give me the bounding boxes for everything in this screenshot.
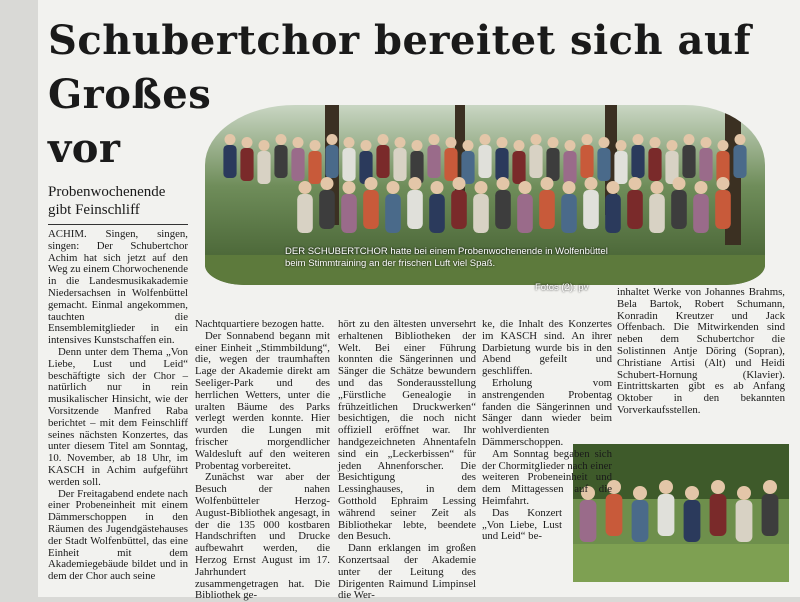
person-figure <box>291 148 304 181</box>
person-figure <box>539 190 555 229</box>
text-column-4 <box>482 319 612 543</box>
person-head <box>475 181 488 194</box>
person-head <box>242 137 253 148</box>
person-head <box>365 177 378 190</box>
person-head <box>548 137 559 148</box>
person-head <box>563 181 576 194</box>
person-head <box>480 134 491 145</box>
person-figure <box>495 190 511 229</box>
person-head <box>585 177 598 190</box>
person-head <box>650 137 661 148</box>
person-figure <box>407 190 423 229</box>
person-figure <box>736 500 753 542</box>
text-column-1 <box>48 229 188 583</box>
paragraph: hört zu den ältesten unversehrt erhaltenen Bibliotheken der Welt. Bei einer Führung konnten die Sängerinnen und Sänger die Schätze bewundern und das Sonderausstellung „Fürstliche Genealogie in frühzeitlichen Druckwerken“ besichtigen, die noch nicht offiziell eröffnet war. Ihr handgezeichneten Ahnentafeln sind ein „Leckerbissen“ für jeden Ahnenforscher. Die Besichtigung des Lessinghauses, in dem Gotthold Ephraim Lessing während seiner Zeit als Bibliothekar lebte, beendete den Besuch. <box>338 318 476 543</box>
person-head <box>395 137 406 148</box>
person-head <box>343 181 356 194</box>
person-figure <box>671 190 687 229</box>
person-figure <box>580 145 593 178</box>
person-head <box>695 181 708 194</box>
person-head <box>431 181 444 194</box>
person-head <box>633 486 647 500</box>
person-figure <box>682 145 695 178</box>
headline-line-2: Großes <box>48 71 212 118</box>
person-figure <box>627 190 643 229</box>
person-figure <box>308 151 321 184</box>
person-figure <box>376 145 389 178</box>
person-figure <box>451 190 467 229</box>
person-head <box>321 177 334 190</box>
person-figure <box>649 194 665 233</box>
person-figure <box>341 194 357 233</box>
paragraph: Das Konzert „Von Liebe, Lust und Leid“ be- <box>482 506 562 543</box>
paragraph: Dann erklangen im großen Konzertsaal der Akademie unter der Leitung des Dirigenten Raimund Limpinsel die Wer- <box>338 542 476 602</box>
person-figure <box>342 148 355 181</box>
paragraph: Am Sonntag begaben sich der Chormitglieder nach einer weiteren Probeneinheit und dem Mittagessen auf die Heimfahrt. <box>482 447 612 507</box>
person-head <box>531 134 542 145</box>
person-head <box>565 140 576 151</box>
person-head <box>429 134 440 145</box>
paragraph: ACHIM. Singen, singen, singen: Der Schubertchor Achim hat sich jetzt auf den Weg zu einem Chorwochenende in die Landesmusikakademie Niedersachsen in Wolfenbüttel gemacht. Einmal angekommen, tauchten die Ensemblemitglieder in ein intensives Kunstschaffen ein. <box>48 228 188 347</box>
person-head <box>711 480 725 494</box>
person-figure <box>546 148 559 181</box>
person-head <box>659 480 673 494</box>
person-figure <box>427 145 440 178</box>
paragraph: Zunächst war aber der Besuch der nahen Wolfenbütteler Herzog-August-Bibliothek angesagt, in der die 135 000 kostbaren Handschriften und Drucke aufbewahrt werden, die Herzog Ernst August im 17. Jahrhundert zusammengetragen hat. Die Bibliothek ge- <box>195 471 330 602</box>
subhead-rule <box>48 224 188 225</box>
text-column-3 <box>338 319 476 602</box>
person-head <box>225 134 236 145</box>
person-head <box>673 177 686 190</box>
person-head <box>685 486 699 500</box>
person-figure <box>733 145 746 178</box>
person-figure <box>444 148 457 181</box>
person-head <box>633 134 644 145</box>
person-head <box>259 140 270 151</box>
person-head <box>409 177 422 190</box>
person-head <box>293 137 304 148</box>
person-head <box>299 181 312 194</box>
person-figure <box>631 145 644 178</box>
paragraph: ke, die Inhalt des Konzertes im KASCH sind. An ihrer Darbietung wurde bis in den Abend gefeilt und geschliffen. <box>482 318 612 378</box>
paragraph: Der Sonnabend begann mit einer Einheit „Stimmbildung“, die, wegen der traumhaften Lage der Akademie direkt am Seeliger-Park und des herrlichen Wetters, unter die uralten Bäume des Parks verlegt werden konnte. Hier wurden die Lungen mit frischer morgendlicher Waldesluft auf den weiteren Probentag vorbereitet. <box>195 329 330 472</box>
person-head <box>684 134 695 145</box>
person-head <box>519 181 532 194</box>
person-head <box>718 140 729 151</box>
person-head <box>344 137 355 148</box>
person-figure <box>762 494 779 536</box>
person-figure <box>274 145 287 178</box>
person-head <box>310 140 321 151</box>
paragraph: inhaltet Werke von Johannes Brahms, Bela Bartok, Robert Schumann, Konradin Kreutzer und Jack Offenbach. Die Mitwirkenden sind neben dem Schubertchor die Solistinnen Antje Döring (Sopran), Christiane Artisi (Alt) und Heidi Schubert-Hornung (Klavier). Eintrittskarten gibt es ab Anfang Oktober in den bekannten Vorverkaufsstellen. <box>617 286 785 416</box>
headline-line-3: vor <box>48 125 121 172</box>
person-figure <box>223 145 236 178</box>
person-head <box>446 137 457 148</box>
person-figure <box>495 148 508 181</box>
person-figure <box>297 194 313 233</box>
person-figure <box>325 145 338 178</box>
person-head <box>453 177 466 190</box>
person-head <box>651 181 664 194</box>
person-head <box>599 137 610 148</box>
person-figure <box>429 194 445 233</box>
paragraph: Der Freitagabend endete nach einer Probeneinheit mit einem Dämmerschoppen in den Räumen des Jugendgästehauses der Stadt Wolfenbüttel, das eine Einheit mit dem Akademiegebäude bildet und in dem der Chor auch seine <box>48 487 188 583</box>
person-head <box>514 140 525 151</box>
person-head <box>582 134 593 145</box>
person-figure <box>597 148 610 181</box>
person-head <box>378 134 389 145</box>
person-head <box>276 134 287 145</box>
text-column-2 <box>195 319 330 602</box>
person-figure <box>240 148 253 181</box>
person-figure <box>710 494 727 536</box>
person-head <box>701 137 712 148</box>
person-head <box>763 480 777 494</box>
person-figure <box>693 194 709 233</box>
person-head <box>327 134 338 145</box>
person-figure <box>257 151 270 184</box>
person-head <box>735 134 746 145</box>
person-figure <box>563 151 576 184</box>
person-figure <box>473 194 489 233</box>
text-column-5 <box>617 287 785 417</box>
photo-caption: DER SCHUBERTCHOR hatte bei einem Probenwochenende in Wolfenbüttel beim Stimmtraining an der frischen Luft viel Spaß. <box>285 246 608 269</box>
person-figure <box>363 190 379 229</box>
person-figure <box>529 145 542 178</box>
photo-credit: Fotos (2): pv <box>535 282 589 293</box>
paragraph: Erholung vom anstrengenden Probentag fanden die Sängerinnen und Sänger dann wieder beim wohlverdienten Dämmerschoppen. <box>482 376 612 448</box>
person-figure <box>648 148 661 181</box>
person-head <box>667 140 678 151</box>
person-figure <box>517 194 533 233</box>
paragraph: Nachtquartiere bezogen hatte. <box>195 318 325 330</box>
person-head <box>497 177 510 190</box>
person-figure <box>385 194 401 233</box>
person-figure <box>614 151 627 184</box>
article-subhead: Probenwochenende gibt Feinschliff <box>48 184 166 218</box>
person-head <box>616 140 627 151</box>
person-figure <box>319 190 335 229</box>
person-figure <box>583 190 599 229</box>
person-figure <box>512 151 525 184</box>
headline-line-1: Schubertchor bereitet sich auf <box>48 17 752 64</box>
person-head <box>717 177 730 190</box>
person-figure <box>478 145 491 178</box>
person-figure <box>393 148 406 181</box>
person-figure <box>658 494 675 536</box>
person-figure <box>715 190 731 229</box>
person-head <box>387 181 400 194</box>
paragraph: Denn unter dem Thema „Von Liebe, Lust und Leid“ beschäftigte sich der Chor – natürlich nur in rein musikalischer Hinsicht, wie der Vorsitzende Manfred Raba berichtet – mit dem Feinschliff seines nächsten Konzertes, das unter diesem Titel am Sonntag, 10. November, ab 18 Uhr, im KASCH in Achim aufgeführt werden soll. <box>48 345 188 488</box>
person-head <box>361 140 372 151</box>
person-figure <box>605 194 621 233</box>
person-figure <box>699 148 712 181</box>
person-head <box>497 137 508 148</box>
person-head <box>412 140 423 151</box>
person-figure <box>684 500 701 542</box>
person-figure <box>561 194 577 233</box>
person-head <box>629 177 642 190</box>
person-head <box>607 181 620 194</box>
person-head <box>541 177 554 190</box>
person-head <box>737 486 751 500</box>
person-head <box>463 140 474 151</box>
person-figure <box>632 500 649 542</box>
